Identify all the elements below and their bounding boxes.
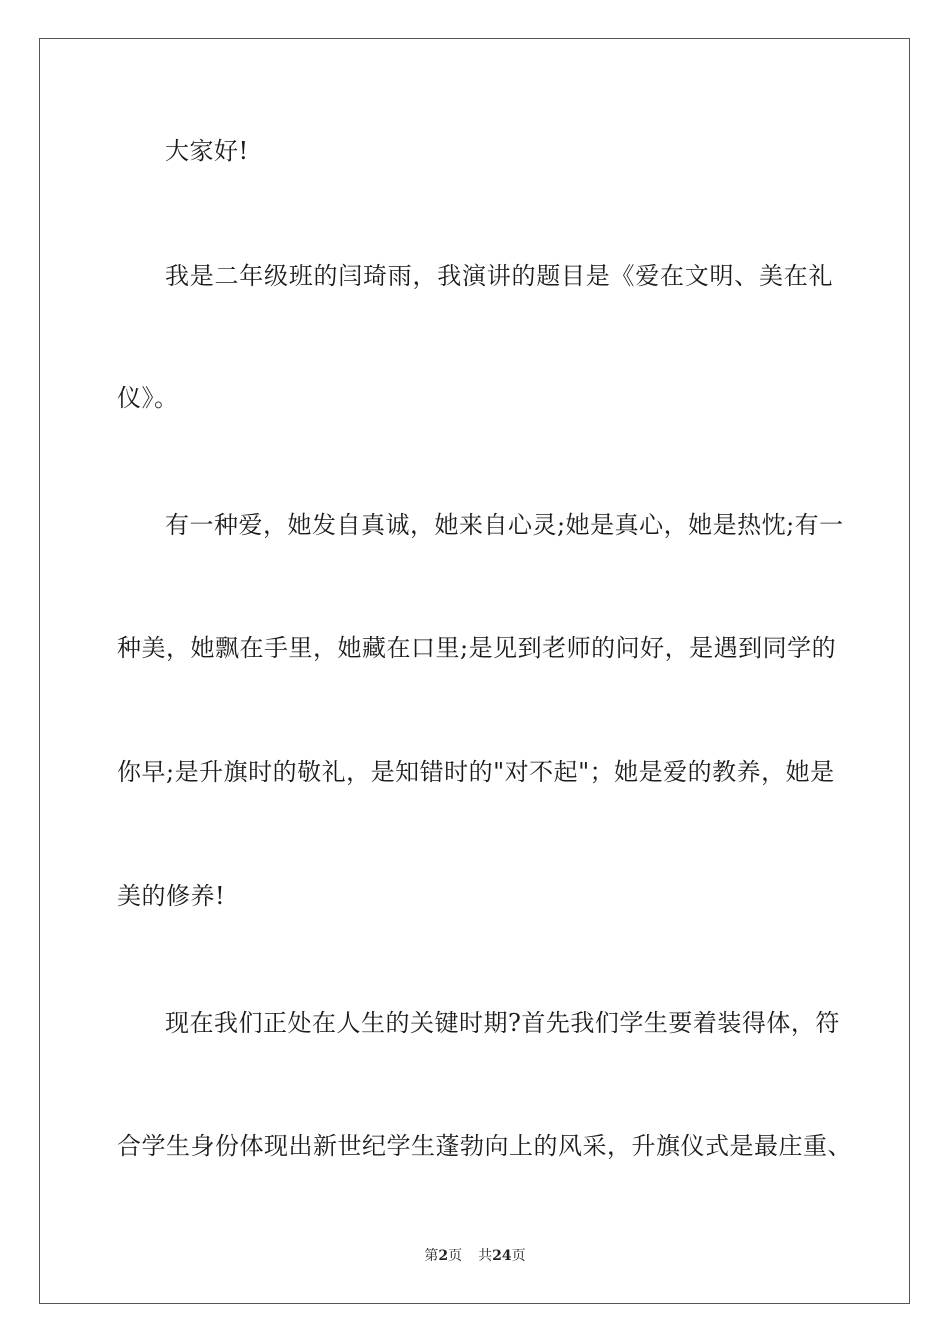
text-line-greeting: 大家好! [165,137,249,165]
footer-page-prefix: 第 [424,1248,439,1264]
text-line-para2-4: 美的修养! [117,882,226,910]
footer-page-number: 2 [438,1248,449,1264]
footer-total-prefix: 共 [478,1248,493,1264]
text-line-para3-2: 合学生身份体现出新世纪学生蓬勃向上的风采，升旗仪式是最庄重、 [117,1132,852,1160]
text-line-para3-1: 现在我们正处在人生的关键时期?首先我们学生要着装得体，符 [165,1009,840,1037]
page-footer [0,1246,950,1266]
page-frame [39,38,910,1304]
text-line-intro: 我是二年级班的闫琦雨，我演讲的题目是《爱在文明、美在礼 [165,262,833,290]
text-line-para2-2: 种美，她飘在手里，她藏在口里;是见到老师的问好，是遇到同学的 [117,634,837,662]
text-line-intro-end: 仪》。 [117,384,179,412]
text-line-para2-3: 你早;是升旗时的敬礼，是知错时的"对不起"；她是爱的教养，她是 [117,758,835,786]
footer-page-suffix: 页 [448,1248,463,1264]
footer-total-pages: 24 [492,1248,512,1264]
text-line-para2-1: 有一种爱，她发自真诚，她来自心灵;她是真心，她是热忱;有一 [165,511,844,539]
footer-total-suffix: 页 [511,1248,526,1264]
